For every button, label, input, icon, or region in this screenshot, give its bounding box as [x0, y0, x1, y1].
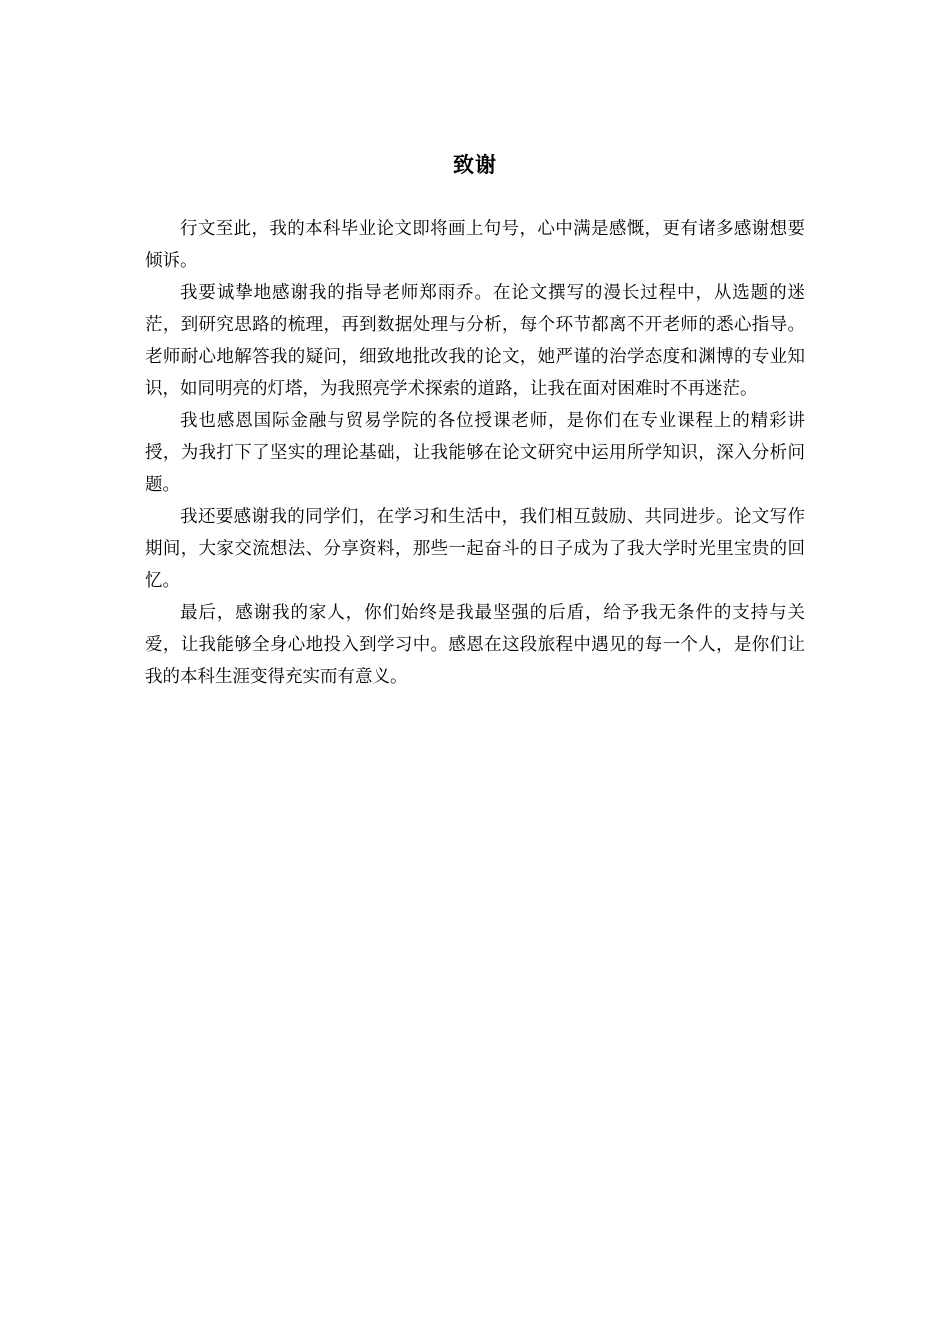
acknowledgement-body [145, 213, 805, 693]
paragraph-family: 最后，感谢我的家人，你们始终是我最坚强的后盾，给予我无条件的支持与关爱，让我能够全身心地投入到学习中。感恩在这段旅程中遇见的每一个人，是你们让我的本科生涯变得充实而有意义。 [145, 603, 805, 687]
page-title: 致谢 [453, 153, 497, 177]
paragraph-advisor: 我要诚挚地感谢我的指导老师郑雨乔。在论文撰写的漫长过程中，从选题的迷茫，到研究思路的梳理，再到数据处理与分析，每个环节都离不开老师的悉心指导。老师耐心地解答我的疑问，细致地批改我的论文，她严谨的治学态度和渊博的专业知识，如同明亮的灯塔，为我照亮学术探索的道路，让我在面对困难时不再迷茫。 [145, 283, 805, 399]
paragraph-classmates: 我还要感谢我的同学们，在学习和生活中，我们相互鼓励、共同进步。论文写作期间，大家交流想法、分享资料，那些一起奋斗的日子成为了我大学时光里宝贵的回忆。 [145, 507, 805, 591]
paragraph-teachers: 我也感恩国际金融与贸易学院的各位授课老师，是你们在专业课程上的精彩讲授，为我打下了坚实的理论基础，让我能够在论文研究中运用所学知识，深入分析问题。 [145, 411, 805, 495]
paragraph-intro: 行文至此，我的本科毕业论文即将画上句号，心中满是感慨，更有诸多感谢想要倾诉。 [145, 219, 805, 271]
